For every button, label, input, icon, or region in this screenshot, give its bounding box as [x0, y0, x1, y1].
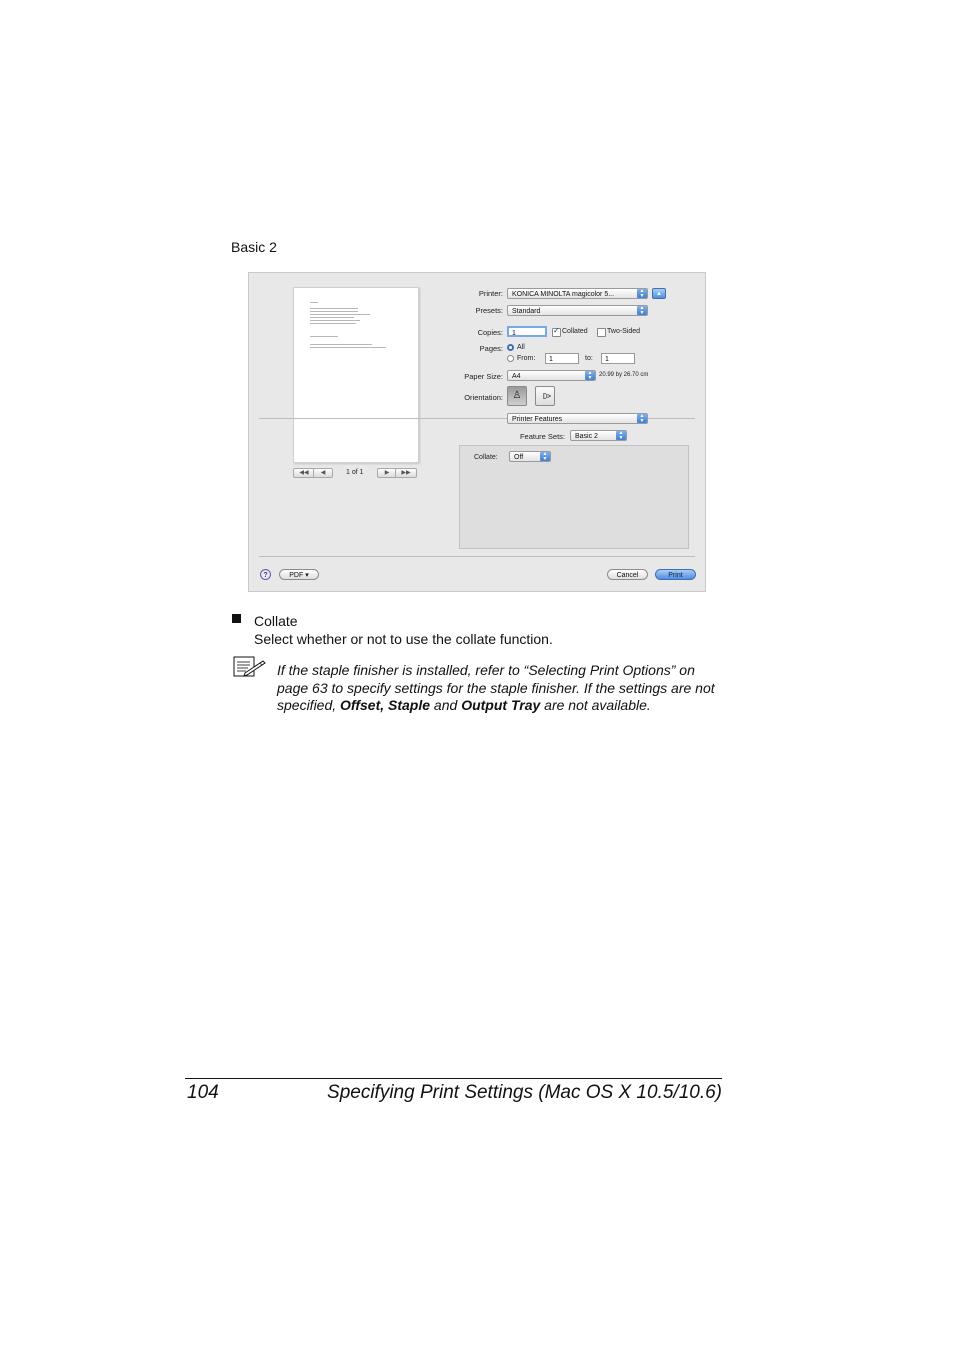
landscape-orientation-button[interactable]: [535, 386, 555, 406]
updown-arrows-icon: ▲ ▼: [585, 371, 595, 380]
printer-select[interactable]: [507, 288, 648, 299]
bullet-title: Collate: [254, 613, 298, 629]
collate-value: Off: [514, 454, 524, 461]
updown-arrows-icon: ▲ ▼: [637, 306, 647, 315]
bottom-separator: [259, 556, 695, 557]
prev-page-button[interactable]: ◀: [313, 468, 333, 478]
printer-label: Printer:: [478, 289, 503, 298]
last-page-button[interactable]: ▶▶: [395, 468, 417, 478]
pages-from-radio[interactable]: [507, 355, 514, 362]
presets-select[interactable]: [507, 305, 648, 316]
footer-title: Specifying Print Settings (Mac OS X 10.5/10.6): [327, 1082, 722, 1103]
feature-sets-label: Feature Sets:: [519, 432, 565, 441]
paper-dimensions: 20.99 by 26.70 cm: [599, 372, 649, 378]
bullet-description: Select whether or not to use the collate function.: [254, 631, 553, 647]
pdf-menu-button[interactable]: PDF ▾: [279, 569, 319, 580]
copies-input[interactable]: 1: [507, 326, 547, 337]
updown-arrows-icon: ▲ ▼: [616, 431, 626, 440]
two-sided-label: Two-Sided: [607, 328, 641, 335]
to-input[interactable]: 1: [601, 353, 635, 364]
paper-size-value: A4: [512, 373, 521, 380]
checkmark-icon: ✓: [553, 326, 560, 335]
collate-option-label: Collate:: [474, 454, 498, 461]
pages-all-radio[interactable]: [507, 344, 514, 351]
print-dialog: [248, 272, 706, 592]
first-page-button[interactable]: ◀◀: [293, 468, 315, 478]
note-part-1: If the staple finisher is installed, refer to “Selecting Print Options” on page 63 to specify settings for the staple finisher. If the settings are not specified,: [277, 662, 715, 713]
panel-select[interactable]: [507, 413, 648, 424]
to-label: to:: [585, 355, 593, 362]
orientation-label: Orientation:: [464, 393, 503, 402]
cancel-button[interactable]: Cancel: [607, 569, 648, 580]
two-sided-checkbox[interactable]: [597, 328, 606, 337]
pages-all-label: All: [517, 344, 525, 351]
paper-size-select[interactable]: [507, 370, 596, 381]
note-bold-2: Output Tray: [461, 697, 541, 713]
features-panel: [459, 445, 689, 549]
note-pencil-icon: [233, 656, 267, 680]
from-input[interactable]: 1: [545, 353, 579, 364]
printer-value: KONICA MINOLTA magicolor 5...: [512, 291, 615, 298]
pages-label: Pages:: [479, 344, 503, 353]
presets-value: Standard: [512, 308, 541, 315]
portrait-orientation-button[interactable]: [507, 386, 527, 406]
help-button[interactable]: ?: [260, 569, 271, 580]
note-part-2: and: [430, 697, 462, 713]
paper-size-label: Paper Size:: [464, 372, 503, 381]
from-label: From:: [517, 355, 536, 362]
collated-checkbox[interactable]: [552, 328, 561, 337]
collated-label: Collated: [562, 328, 588, 335]
section-title: Basic 2: [231, 239, 277, 255]
page-indicator: 1 of 1: [346, 469, 364, 476]
portrait-person-icon: ♙: [512, 390, 522, 401]
updown-arrows-icon: ▲ ▼: [637, 289, 647, 298]
page-preview: [293, 287, 419, 463]
feature-sets-select[interactable]: [570, 430, 627, 441]
presets-label: Presets:: [475, 306, 503, 315]
bullet-square-icon: [232, 614, 241, 623]
disclosure-up-icon[interactable]: ▲: [652, 288, 666, 299]
collate-select[interactable]: [509, 451, 551, 462]
next-page-button[interactable]: ▶: [377, 468, 397, 478]
note-bold-1: Offset, Staple: [340, 697, 431, 713]
panel-select-value: Printer Features: [512, 416, 563, 423]
note-text: [277, 662, 727, 715]
updown-arrows-icon: ▲ ▼: [637, 414, 647, 423]
note-part-3: are not available.: [540, 697, 651, 713]
copies-label: Copies:: [477, 328, 503, 337]
updown-arrows-icon: ▲ ▼: [540, 452, 550, 461]
print-button[interactable]: Print: [655, 569, 696, 580]
feature-sets-value: Basic 2: [575, 433, 598, 440]
landscape-person-icon: ♙: [540, 391, 551, 401]
page-number: 104: [187, 1082, 219, 1103]
footer-rule: [185, 1078, 722, 1079]
